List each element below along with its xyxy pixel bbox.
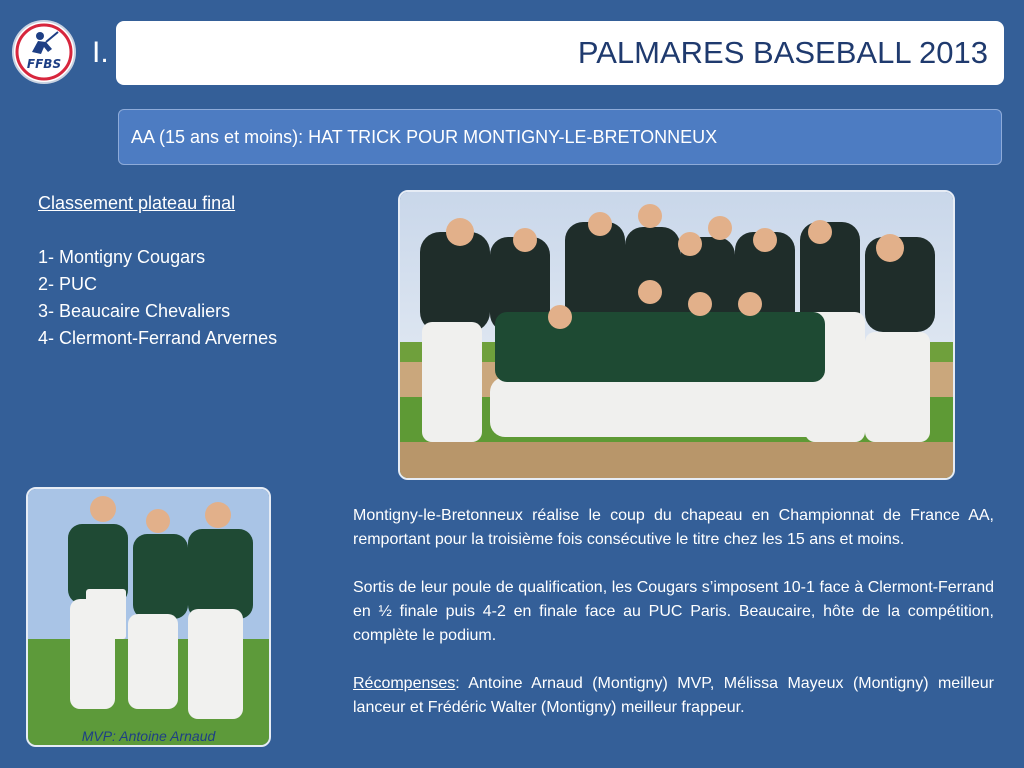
team-photo-illustration (400, 192, 953, 478)
section-number: I. (92, 36, 109, 69)
ranking-item: 3- Beaucaire Chevaliers (38, 301, 231, 321)
ranking-item: 4- Clermont-Ferrand Arvernes (38, 328, 278, 348)
title-banner (116, 21, 1004, 85)
ranking-item: 1- Montigny Cougars (38, 247, 206, 267)
subtitle-text: AA (15 ans et moins): HAT TRICK POUR MONTIGNY-LE-BRETONNEUX (131, 127, 718, 147)
mvp-photo (26, 487, 271, 747)
ffbs-logo (12, 20, 76, 84)
page-title: PALMARES BASEBALL 2013 (577, 35, 988, 70)
mvp-caption: MVP: Antoine Arnaud (81, 728, 216, 744)
awards-text: : Antoine Arnaud (Montigny) MVP, Mélissa Mayeux (Montigny) meilleur lanceur et Frédéric Walter (Montigny) meilleur frappeur. (353, 675, 994, 716)
article-body (353, 504, 994, 720)
subtitle-banner (118, 109, 1002, 165)
logo-text: FFBS (26, 57, 62, 71)
paragraph: Montigny-le-Bretonneux réalise le coup du chapeau en Championnat de France AA, remportant pour la troisième fois consécutive le titre chez les 15 ans et moins. (353, 507, 994, 548)
ranking-heading: Classement plateau final (38, 193, 236, 213)
paragraph: Sortis de leur poule de qualification, les Cougars s’imposent 10-1 face à Clermont-Ferrand en ½ finale puis 4-2 en finale face au PUC Paris. Beaucaire, hôte de la compétition, complète le podium. (353, 579, 994, 644)
baseball-player-icon (14, 22, 74, 82)
ranking-item: 2- PUC (38, 274, 98, 294)
ranking-list (38, 190, 277, 352)
awards-paragraph (353, 672, 994, 720)
mvp-photo-illustration (28, 489, 269, 745)
awards-label: Récompenses (353, 675, 456, 692)
team-photo (398, 190, 955, 480)
